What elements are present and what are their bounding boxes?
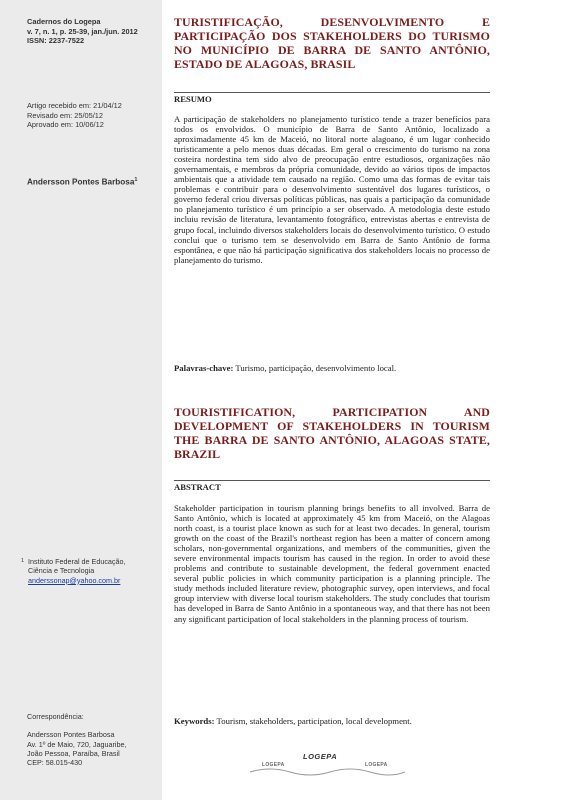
abstract-english: Stakeholder participation in tourism planning brings benefits to all involved. Barra de Santo Antônio, which is located at approximately 45 km from Maceió, on the Alagoas north coast, is a tourist place known as such for at least two decades. In general, tourism growth on the coast of the Brazil's northeast region has been a matter of concern among scholars, non-governmental organizations, and members of the communities, given the severe environmental impacts tourism has caused in the region. In order to avoid these problems and contribute to sustainable development, the federal government enacted several public policies in which community participation is a planning principle. The study methods included literature review, photographic survey, open interviews, and focal group interview with diverse local tourism stakeholders. The study concludes that tourism has developed in Barra de Santo Antônio in a spontaneous way, and that there has not been any significant participation of local stakeholders in the planning process of tourism.	[174, 503, 490, 624]
affiliation-line-1: Instituto Federal de Educação,	[28, 557, 126, 566]
author-email-link[interactable]: anderssonap@yahoo.com.br	[28, 575, 121, 585]
correspondence-address-2: João Pessoa, Paraíba, Brasil	[27, 748, 120, 758]
correspondence-address-1: Av. 1º de Maio, 720, Jaguaribe,	[27, 739, 127, 749]
logo-right: LOGEPA	[365, 762, 388, 768]
correspondence-cep: CEP: 58.015-430	[27, 758, 83, 768]
received-date: Artigo recebido em: 21/04/12	[27, 101, 122, 110]
revised-date: Revisado em: 25/05/12	[27, 110, 104, 120]
section-heading-abstract: ABSTRACT	[174, 482, 221, 492]
keywords-english	[174, 716, 490, 726]
rule-abstract	[174, 480, 490, 481]
affiliation-number: 1	[21, 558, 25, 564]
journal-info	[27, 17, 157, 46]
rule-resumo	[174, 92, 490, 93]
author-footnote-marker: 1	[134, 177, 138, 183]
correspondence-name: Andersson Pontes Barbosa	[27, 730, 115, 740]
article-dates	[27, 101, 157, 130]
logo-center: LOGEPA	[303, 752, 338, 761]
title-english: TOURISTIFICATION, PARTICIPATION AND DEVELOPMENT OF STAKEHOLDERS IN TOURISM THE BARRA DE SANTO ANTÔNIO, ALAGOAS STATE, BRAZIL	[174, 405, 490, 462]
keywords-label-en: Keywords:	[174, 716, 215, 726]
journal-name: Cadernos do Logepa	[27, 17, 101, 26]
keywords-text-pt: Turismo, participação, desenvolvimento local.	[233, 363, 397, 373]
keywords-text-en: Tourism, stakeholders, participation, local development.	[214, 716, 412, 726]
footer-logos	[250, 750, 405, 798]
title-portuguese: TURISTIFICAÇÃO, DESENVOLVIMENTO E PARTICIPAÇÃO DOS STAKEHOLDERS DO TURISMO NO MUNICÍPIO DE BARRA DE SANTO ANTÔNIO, ESTADO DE ALAGOAS, BRASIL	[174, 15, 490, 72]
keywords-label-pt: Palavras-chave:	[174, 363, 234, 373]
abstract-portuguese: A participação de stakeholders no planejamento turístico tende a trazer benefícios para todos os envolvidos. O município de Barra de Santo Antônio, localizado a aproximadamente 45 km de Maceió, no litoral norte alagoano, é um lugar conhecido turisticamente a pelo menos duas décadas. Em geral o crescimento do turismo na zona costeira nordestina tem sido alvo de preocupação entre estudiosos, organizações não governamentais, e membros da própria comunidade, devido ao vários tipos de impactos ambientais que a atividade tem causado na região. Como uma das formas de evitar tais problemas e contribuir para o desenvolvimento sustentável dos lugares turísticos, o governo federal criou diversas políticas públicas, nas quais a participação da comunidade no planejamento turístico é um princípio a ser observado. A metodologia deste estudo incluiu revisão de literatura, levantamento fotográfico, entrevistas abertas e entrevista de grupo focal, incluindo diversos stakeholders locais do desenvolvimento turístico. O estudo conclui que o turismo tem se desenvolvido em Barra de Santo Antônio de forma espontânea, e que não há participação significativa dos stakeholders locais no processo de planejamento do turismo.	[174, 114, 490, 265]
correspondence-label: Correspondência:	[27, 712, 84, 721]
author-affiliation	[21, 557, 158, 585]
approved-date: Aprovado em: 10/06/12	[27, 120, 104, 130]
author-name-text: Andersson Pontes Barbosa	[27, 177, 135, 187]
keywords-portuguese	[174, 363, 490, 373]
journal-issn: ISSN: 2237-7522	[27, 36, 85, 46]
logo-left: LOGEPA	[262, 762, 285, 768]
journal-volume: v. 7, n. 1, p. 25-39, jan./jun. 2012	[27, 26, 138, 36]
author-name	[27, 177, 157, 187]
section-heading-resumo: RESUMO	[174, 94, 212, 104]
correspondence-block	[27, 712, 157, 767]
affiliation-line-2: Ciência e Tecnologia	[28, 566, 95, 576]
